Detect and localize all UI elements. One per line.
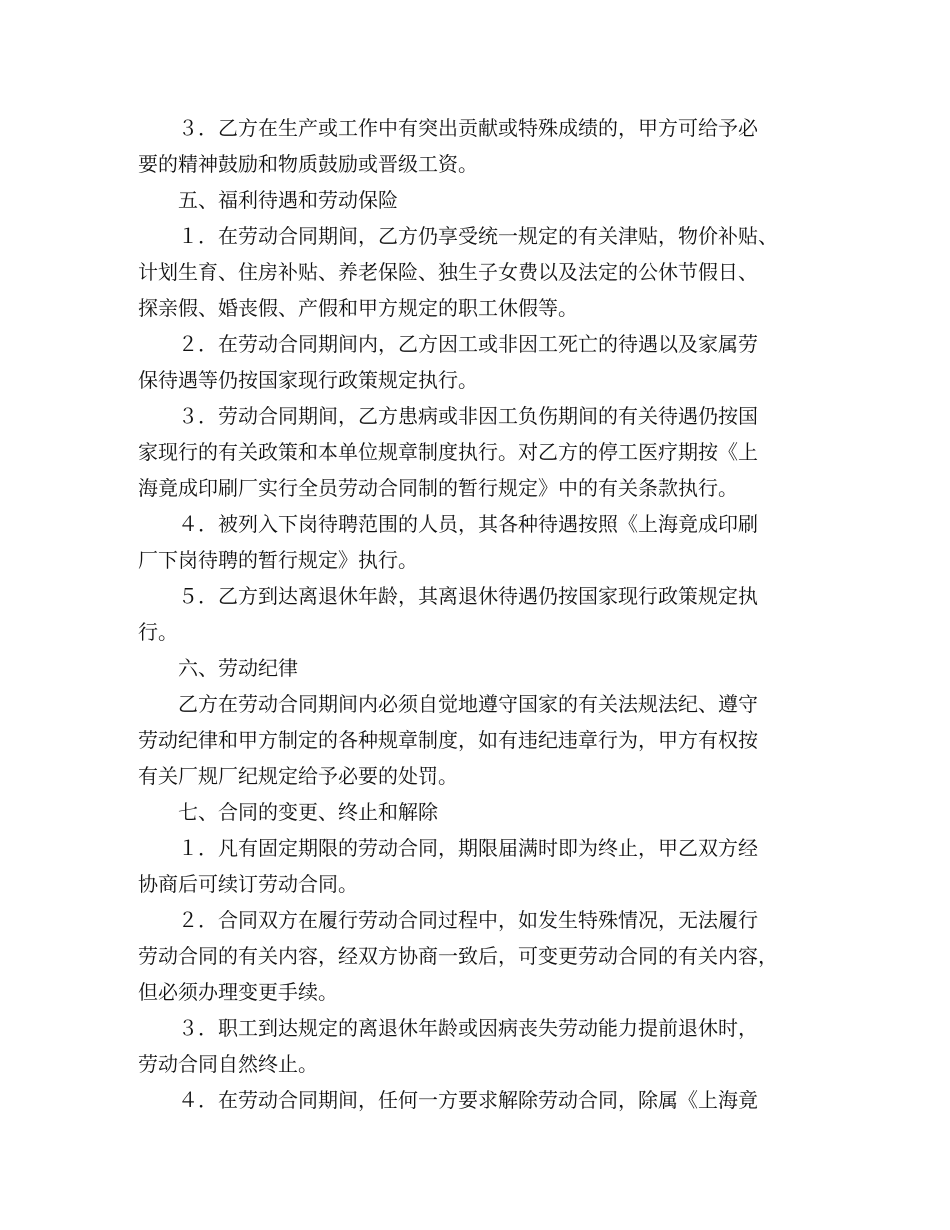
text-line: 海竟成印刷厂实行全员劳动合同制的暂行规定》中的有关条款执行。 xyxy=(138,476,738,500)
text-line: １．在劳动合同期间，乙方仍享受统一规定的有关津贴，物价补贴、 xyxy=(138,224,778,248)
text-line: 有关厂规厂纪规定给予必要的处罚。 xyxy=(138,764,458,788)
text-line: ３．职工到达规定的离退休年龄或因病丧失劳动能力提前退休时， xyxy=(138,1016,758,1040)
text-line: 保待遇等仍按国家现行政策规定执行。 xyxy=(138,368,478,392)
text-line: ４．被列入下岗待聘范围的人员，其各种待遇按照《上海竟成印刷 xyxy=(138,512,758,536)
section-heading: 六、劳动纪律 xyxy=(138,656,298,680)
text-line: ３．乙方在生产或工作中有突出贡献或特殊成绩的，甲方可给予必 xyxy=(138,116,758,140)
text-line: ４．在劳动合同期间，任何一方要求解除劳动合同，除属《上海竟 xyxy=(138,1088,758,1112)
text-line: 探亲假、婚丧假、产假和甲方规定的职工休假等。 xyxy=(138,296,578,320)
text-line: ２．合同双方在履行劳动合同过程中，如发生特殊情况，无法履行 xyxy=(138,908,758,932)
section-heading: 七、合同的变更、终止和解除 xyxy=(138,800,438,824)
text-line: 厂下岗待聘的暂行规定》执行。 xyxy=(138,548,418,572)
text-line: 计划生育、住房补贴、养老保险、独生子女费以及法定的公休节假日、 xyxy=(138,260,758,284)
text-line: 协商后可续订劳动合同。 xyxy=(138,872,358,896)
text-line: 劳动纪律和甲方制定的各种规章制度，如有违纪违章行为，甲方有权按 xyxy=(138,728,758,752)
text-line: 劳动合同自然终止。 xyxy=(138,1052,318,1076)
text-line: 但必须办理变更手续。 xyxy=(138,980,338,1004)
text-line: 要的精神鼓励和物质鼓励或晋级工资。 xyxy=(138,152,478,176)
text-line: 家现行的有关政策和本单位规章制度执行。对乙方的停工医疗期按《上 xyxy=(138,440,758,464)
text-line: 行。 xyxy=(138,620,178,644)
text-line: 乙方在劳动合同期间内必须自觉地遵守国家的有关法规法纪、遵守 xyxy=(138,692,758,716)
text-line: ２．在劳动合同期间内，乙方因工或非因工死亡的待遇以及家属劳 xyxy=(138,332,758,356)
section-heading: 五、福利待遇和劳动保险 xyxy=(138,188,398,212)
text-line: ５．乙方到达离退休年龄，其离退休待遇仍按国家现行政策规定执 xyxy=(138,584,758,608)
text-line: 劳动合同的有关内容，经双方协商一致后，可变更劳动合同的有关内容， xyxy=(138,944,778,968)
text-line: １．凡有固定期限的劳动合同，期限届满时即为终止，甲乙双方经 xyxy=(138,836,758,860)
text-line: ３．劳动合同期间，乙方患病或非因工负伤期间的有关待遇仍按国 xyxy=(138,404,758,428)
